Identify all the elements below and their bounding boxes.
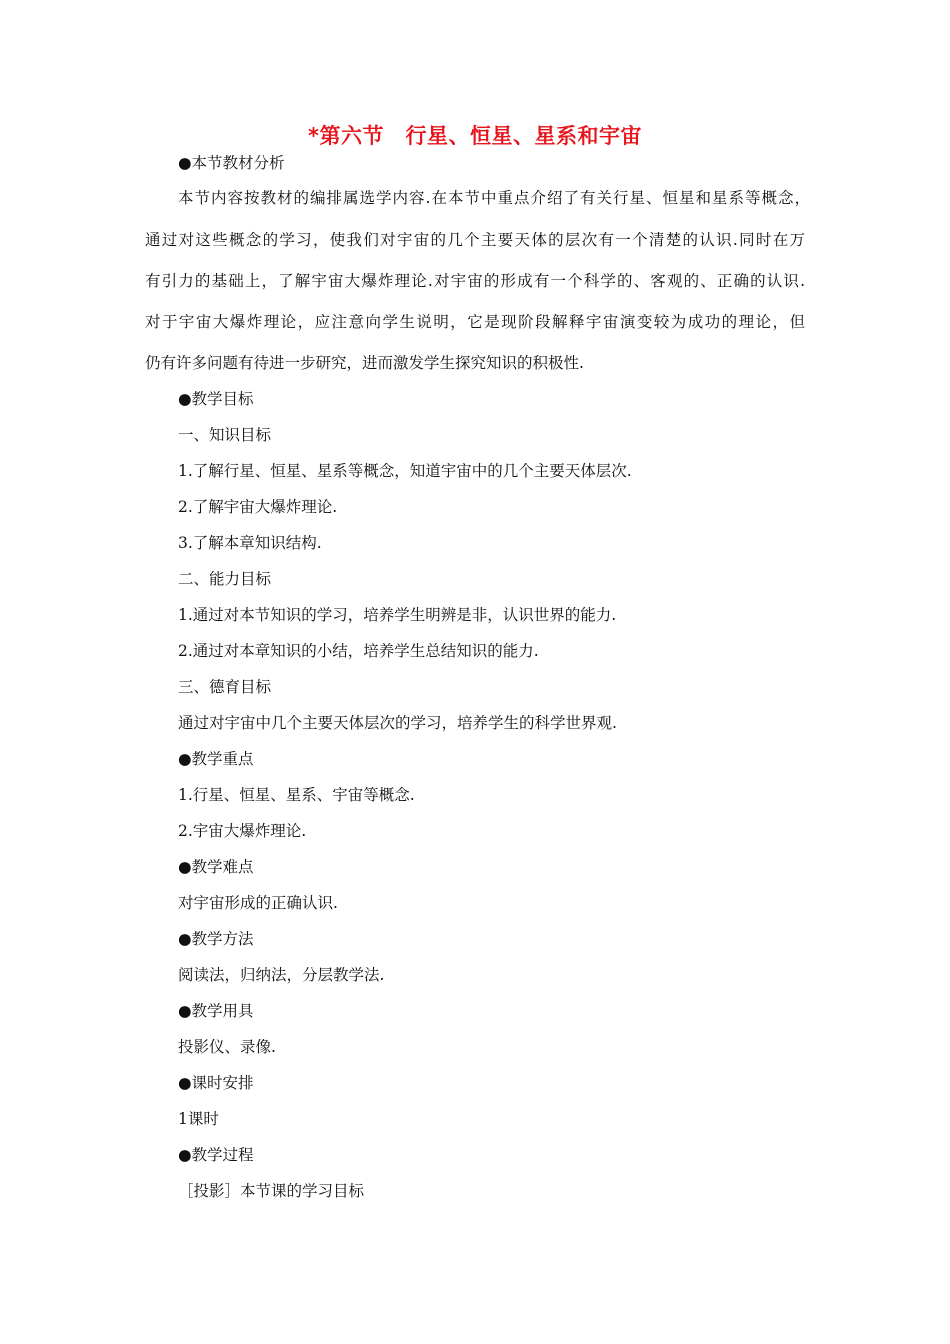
analysis-line-3: 有引力的基础上，了解宇宙大爆炸理论.对宇宙的形成有一个科学的、客观的、正确的认识. xyxy=(145,272,805,290)
ability-heading: 二、能力目标 xyxy=(178,570,272,588)
difficulty-heading: ●教学难点 xyxy=(178,858,254,876)
knowledge-item-1: 1.了解行星、恒星、星系等概念，知道宇宙中的几个主要天体层次. xyxy=(178,462,632,480)
tools-heading: ●教学用具 xyxy=(178,1002,254,1020)
goals-heading: ●教学目标 xyxy=(178,390,254,408)
method-text: 阅读法，归纳法，分层教学法. xyxy=(178,966,385,984)
analysis-line-1: 本节内容按教材的编排属选学内容.在本节中重点介绍了有关行星、恒星和星系等概念， xyxy=(178,189,810,207)
page-title: *第六节 行星、恒星、星系和宇宙 xyxy=(308,124,642,148)
ability-item-1: 1.通过对本节知识的学习，培养学生明辨是非，认识世界的能力. xyxy=(178,606,617,624)
knowledge-heading: 一、知识目标 xyxy=(178,426,272,444)
analysis-line-5: 仍有许多问题有待进一步研究，进而激发学生探究知识的积极性. xyxy=(145,354,584,372)
analysis-line-2: 通过对这些概念的学习，使我们对宇宙的几个主要天体的层次有一个清楚的认识.同时在万 xyxy=(145,231,805,249)
difficulty-text: 对宇宙形成的正确认识. xyxy=(178,894,338,912)
ability-item-2: 2.通过对本章知识的小结，培养学生总结知识的能力. xyxy=(178,642,539,660)
knowledge-item-2: 2.了解宇宙大爆炸理论. xyxy=(178,498,338,516)
keypoints-item-2: 2.宇宙大爆炸理论. xyxy=(178,822,307,840)
schedule-heading: ●课时安排 xyxy=(178,1074,254,1092)
process-heading: ●教学过程 xyxy=(178,1146,254,1164)
moral-heading: 三、德育目标 xyxy=(178,678,272,696)
tools-text: 投影仪、录像. xyxy=(178,1038,276,1056)
keypoints-heading: ●教学重点 xyxy=(178,750,254,768)
process-text: ［投影］本节课的学习目标 xyxy=(178,1182,365,1200)
analysis-heading: ●本节教材分析 xyxy=(178,154,285,172)
knowledge-item-3: 3.了解本章知识结构. xyxy=(178,534,322,552)
moral-text: 通过对宇宙中几个主要天体层次的学习，培养学生的科学世界观. xyxy=(178,714,617,732)
keypoints-item-1: 1.行星、恒星、星系、宇宙等概念. xyxy=(178,786,415,804)
analysis-line-4: 对于宇宙大爆炸理论，应注意向学生说明，它是现阶段解释宇宙演变较为成功的理论，但 xyxy=(145,313,805,331)
schedule-text: 1课时 xyxy=(178,1110,219,1128)
method-heading: ●教学方法 xyxy=(178,930,254,948)
